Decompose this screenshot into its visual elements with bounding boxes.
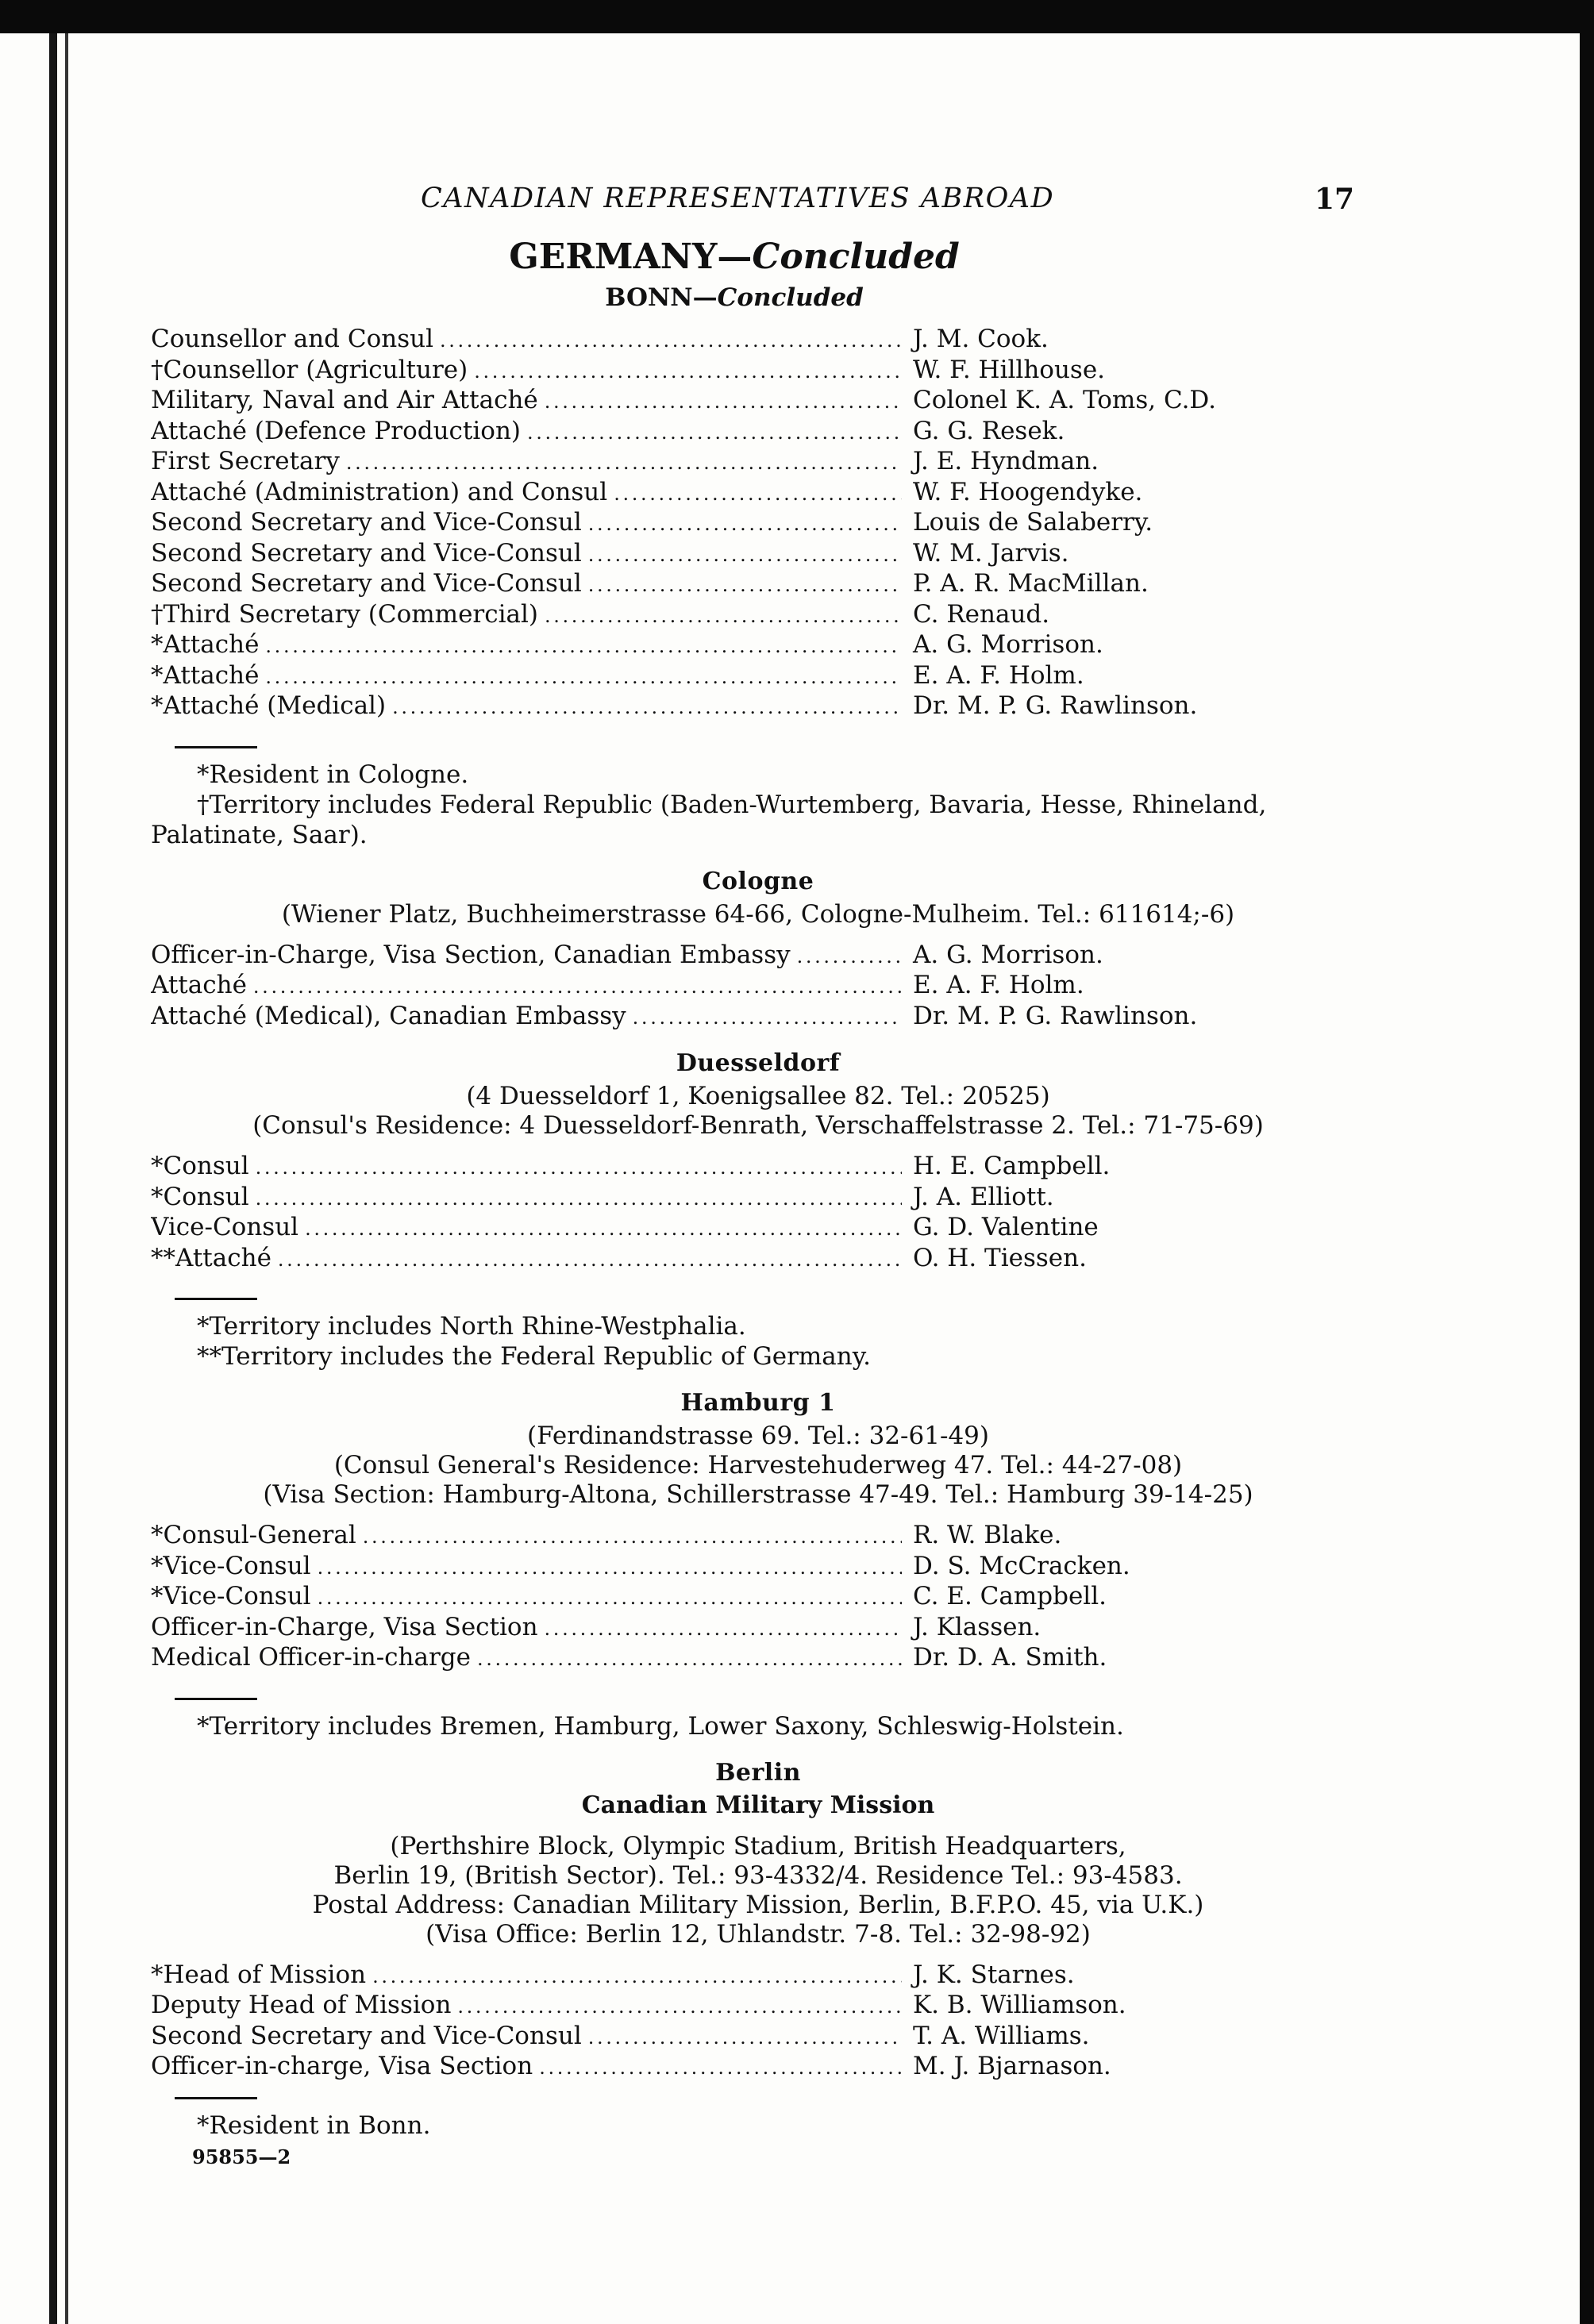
- berlin-staff-list: [151, 1960, 1365, 2083]
- staff-name: M. J. Bjarnason.: [913, 2052, 1111, 2080]
- staff-title-cell: [151, 1152, 913, 1180]
- staff-title: Officer-in-charge, Visa Section: [151, 2052, 533, 2080]
- staff-row: [151, 508, 1365, 539]
- running-head: [151, 183, 1365, 230]
- staff-title: Deputy Head of Mission: [151, 1991, 452, 2019]
- staff-name: J. M. Cook.: [913, 325, 1049, 353]
- hamburg-staff-list: [151, 1521, 1365, 1674]
- dot-leader: [305, 1218, 902, 1240]
- staff-title: Second Secretary and Vice-Consul: [151, 508, 582, 537]
- footnote: *Resident in Bonn.: [197, 2110, 431, 2140]
- dot-leader: [588, 574, 902, 596]
- staff-name: C. E. Campbell.: [913, 1582, 1107, 1610]
- scan-binding-edge-inner: [65, 33, 68, 2324]
- staff-title-cell: [151, 1960, 913, 1989]
- staff-title-cell: [151, 1183, 913, 1211]
- berlin-address-line: Berlin 19, (British Sector). Tel.: 93-4332/4. Residence Tel.: 93-4583.: [333, 1860, 1183, 1890]
- staff-title: Counsellor and Consul: [151, 325, 434, 353]
- footnote: *Territory includes North Rhine-Westphalia.: [197, 1312, 746, 1341]
- bonn-staff-list: [151, 325, 1365, 722]
- staff-title: Vice-Consul: [151, 1213, 299, 1241]
- dot-leader: [278, 1249, 902, 1271]
- staff-title-cell: [151, 691, 913, 720]
- footnote: *Territory includes Bremen, Hamburg, Lower Saxony, Schleswig-Holstein.: [197, 1711, 1124, 1741]
- country-name: GERMANY—: [509, 237, 753, 277]
- staff-name: J. K. Starnes.: [913, 1960, 1075, 1989]
- cologne-address: (Wiener Platz, Buchheimerstrasse 64-66, Cologne-Mulheim. Tel.: 611614;-6): [281, 899, 1235, 929]
- staff-title: Officer-in-Charge, Visa Section, Canadian Embassy: [151, 940, 791, 969]
- dot-leader: [477, 1648, 902, 1670]
- staff-name: W. M. Jarvis.: [913, 538, 1069, 568]
- dot-leader: [318, 1556, 902, 1579]
- staff-row: [151, 1213, 1365, 1244]
- staff-name: A. G. Morrison.: [913, 940, 1103, 969]
- staff-title-cell: [151, 1643, 913, 1672]
- staff-title-cell: [151, 1244, 913, 1272]
- staff-title: Second Secretary and Vice-Consul: [151, 569, 582, 598]
- staff-title-cell: [151, 661, 913, 690]
- staff-title-cell: [151, 478, 913, 506]
- dot-leader: [588, 544, 902, 566]
- staff-row: [151, 941, 1365, 972]
- staff-title: *Consul: [151, 1182, 249, 1211]
- staff-row: [151, 600, 1365, 631]
- staff-row: [151, 1960, 1365, 1991]
- cologne-staff-list: [151, 941, 1365, 1033]
- staff-title-cell: [151, 447, 913, 475]
- staff-title-cell: [151, 569, 913, 598]
- staff-title: *Attaché: [151, 660, 260, 690]
- staff-title: *Vice-Consul: [151, 1582, 311, 1610]
- dot-leader: [545, 391, 902, 413]
- staff-row: [151, 356, 1365, 387]
- staff-row: [151, 2052, 1365, 2083]
- staff-row: [151, 1183, 1365, 1214]
- dot-leader: [545, 605, 902, 627]
- staff-title-cell: [151, 1991, 913, 2019]
- dot-leader: [457, 1995, 902, 2018]
- cologne-heading: Cologne: [702, 867, 814, 895]
- staff-row: [151, 1152, 1365, 1183]
- footnote-rule: [175, 1698, 257, 1700]
- staff-title-cell: [151, 2052, 913, 2080]
- running-title: CANADIAN REPRESENTATIVES ABROAD: [421, 183, 1055, 214]
- staff-title-cell: [151, 941, 913, 969]
- staff-name: H. E. Campbell.: [913, 1152, 1111, 1180]
- staff-name: W. F. Hoogendyke.: [913, 477, 1143, 506]
- printer-code: 95855—2: [192, 2145, 291, 2168]
- staff-name: Dr. M. P. G. Rawlinson.: [913, 1001, 1198, 1030]
- staff-row: [151, 569, 1365, 600]
- footnote: **Territory includes the Federal Republic of Germany.: [197, 1342, 871, 1371]
- hamburg-visa-section: (Visa Section: Hamburg-Altona, Schillerstrasse 47-49. Tel.: Hamburg 39-14-25): [263, 1480, 1253, 1509]
- footnote-rule: [175, 746, 257, 748]
- staff-row: [151, 447, 1365, 478]
- dot-leader: [633, 1006, 902, 1029]
- staff-name: R. W. Blake.: [913, 1521, 1062, 1549]
- berlin-heading: Berlin: [715, 1758, 801, 1787]
- staff-name: A. G. Morrison.: [913, 630, 1103, 659]
- staff-title: *Consul-General: [151, 1521, 356, 1549]
- staff-row: [151, 661, 1365, 692]
- footnote: †Territory includes Federal Republic (Baden-Wurtemberg, Bavaria, Hesse, Rhineland, Palatinate, Saar).: [151, 790, 1267, 849]
- staff-name: Dr. M. P. G. Rawlinson.: [913, 691, 1198, 720]
- dot-leader: [588, 513, 902, 535]
- staff-title: Medical Officer-in-charge: [151, 1643, 471, 1672]
- staff-title: **Attaché: [151, 1243, 271, 1272]
- dot-leader: [392, 696, 902, 718]
- duesseldorf-staff-list: [151, 1152, 1365, 1274]
- staff-title-cell: [151, 971, 913, 999]
- duesseldorf-heading: Duesseldorf: [676, 1049, 841, 1077]
- duesseldorf-address: (4 Duesseldorf 1, Koenigsallee 82. Tel.: 20525): [466, 1082, 1050, 1110]
- staff-name: G. D. Valentine: [913, 1213, 1099, 1241]
- dot-leader: [363, 1526, 902, 1548]
- staff-name: J. Klassen.: [913, 1612, 1041, 1641]
- staff-name: G. G. Resek.: [913, 416, 1065, 445]
- berlin-subheading: Canadian Military Mission: [581, 1791, 935, 1819]
- country-heading: [103, 237, 1365, 277]
- hamburg-address: (Ferdinandstrasse 69. Tel.: 32-61-49): [527, 1422, 989, 1450]
- staff-name: D. S. McCracken.: [913, 1551, 1130, 1580]
- dot-leader: [527, 421, 902, 444]
- dot-leader: [256, 1156, 902, 1179]
- staff-row: [151, 1582, 1365, 1613]
- staff-name: J. A. Elliott.: [913, 1182, 1054, 1211]
- staff-title: Military, Naval and Air Attaché: [151, 386, 538, 414]
- staff-title: Attaché (Administration) and Consul: [151, 477, 608, 506]
- duesseldorf-residence: (Consul's Residence: 4 Duesseldorf-Benrath, Verschaffelstrasse 2. Tel.: 71-75-69): [252, 1111, 1264, 1140]
- scan-binding-edge: [49, 33, 57, 2324]
- staff-row: [151, 1991, 1365, 2022]
- staff-title-cell: [151, 508, 913, 537]
- staff-row: [151, 971, 1365, 1002]
- staff-name: K. B. Williamson.: [913, 1991, 1126, 2019]
- staff-row: [151, 1244, 1365, 1275]
- staff-title-cell: [151, 1521, 913, 1549]
- staff-title-cell: [151, 600, 913, 629]
- dot-leader: [346, 452, 902, 474]
- staff-row: [151, 1613, 1365, 1644]
- staff-name: E. A. F. Holm.: [913, 971, 1084, 999]
- bonn-city: BONN—: [605, 283, 718, 312]
- dot-leader: [797, 945, 902, 968]
- staff-row: [151, 1643, 1365, 1674]
- staff-title: Second Secretary and Vice-Consul: [151, 538, 582, 568]
- dot-leader: [440, 329, 902, 352]
- staff-title: Attaché (Defence Production): [151, 416, 522, 445]
- staff-name: W. F. Hillhouse.: [913, 355, 1106, 384]
- staff-title-cell: [151, 325, 913, 353]
- staff-row: [151, 2022, 1365, 2053]
- staff-name: T. A. Williams.: [913, 2021, 1090, 2050]
- staff-name: C. Renaud.: [913, 599, 1050, 629]
- staff-title-cell: [151, 356, 913, 384]
- staff-title-cell: [151, 1213, 913, 1241]
- staff-row: [151, 539, 1365, 570]
- bonn-concluded: Concluded: [717, 283, 864, 312]
- staff-row: [151, 478, 1365, 509]
- staff-row: [151, 691, 1365, 722]
- dot-leader: [253, 975, 902, 998]
- page-number: 17: [1315, 183, 1355, 216]
- staff-name: Colonel K. A. Toms, C.D.: [913, 386, 1217, 414]
- berlin-address-line: (Perthshire Block, Olympic Stadium, British Headquarters,: [390, 1831, 1126, 1860]
- dot-leader: [372, 1965, 902, 1987]
- staff-title: Attaché (Medical), Canadian Embassy: [151, 1001, 626, 1030]
- staff-title-cell: [151, 386, 913, 414]
- dot-leader: [614, 483, 902, 505]
- footnote: *Resident in Cologne.: [197, 760, 469, 789]
- staff-name: J. E. Hyndman.: [913, 447, 1099, 475]
- staff-name: Dr. D. A. Smith.: [913, 1643, 1107, 1672]
- dot-leader: [588, 2026, 902, 2049]
- staff-title: Officer-in-Charge, Visa Section: [151, 1612, 538, 1641]
- berlin-visa-office: (Visa Office: Berlin 12, Uhlandstr. 7-8. Tel.: 32-98-92): [425, 1919, 1091, 1949]
- staff-row: [151, 417, 1365, 448]
- staff-name: P. A. R. MacMillan.: [913, 569, 1149, 598]
- dot-leader: [545, 1618, 902, 1640]
- staff-row: [151, 386, 1365, 417]
- berlin-postal-address: Postal Address: Canadian Military Mission, Berlin, B.F.P.O. 45, via U.K.): [312, 1890, 1204, 1919]
- dot-leader: [265, 635, 902, 657]
- hamburg-heading: Hamburg 1: [680, 1389, 836, 1417]
- staff-row: [151, 1521, 1365, 1552]
- staff-title-cell: [151, 417, 913, 445]
- staff-name: E. A. F. Holm.: [913, 660, 1084, 690]
- country-concluded: Concluded: [752, 237, 960, 277]
- staff-title: *Vice-Consul: [151, 1551, 311, 1580]
- staff-row: [151, 1002, 1365, 1033]
- scan-right-border: [1580, 0, 1594, 2324]
- staff-name: Louis de Salaberry.: [913, 508, 1153, 537]
- staff-title-cell: [151, 630, 913, 659]
- staff-row: [151, 325, 1365, 356]
- staff-title: First Secretary: [151, 447, 340, 475]
- footnote-rule: [175, 1298, 257, 1300]
- staff-row: [151, 1552, 1365, 1583]
- staff-title-cell: [151, 1002, 913, 1030]
- staff-title: †Counsellor (Agriculture): [151, 355, 468, 384]
- footnote-rule: [175, 2097, 257, 2099]
- staff-title: *Attaché: [151, 630, 260, 659]
- staff-title: *Head of Mission: [151, 1960, 367, 1989]
- dot-leader: [256, 1187, 902, 1210]
- staff-name: O. H. Tiessen.: [913, 1243, 1087, 1272]
- staff-title: Second Secretary and Vice-Consul: [151, 2021, 582, 2050]
- bonn-heading: [103, 283, 1365, 312]
- staff-title-cell: [151, 1552, 913, 1580]
- staff-title: *Consul: [151, 1152, 249, 1180]
- staff-title: †Third Secretary (Commercial): [151, 599, 539, 629]
- document-page: [151, 183, 1365, 2168]
- staff-title-cell: [151, 1613, 913, 1641]
- staff-title-cell: [151, 1582, 913, 1610]
- staff-title: Attaché: [151, 971, 247, 999]
- dot-leader: [265, 666, 902, 688]
- scan-top-border: [0, 0, 1594, 33]
- staff-title-cell: [151, 539, 913, 568]
- hamburg-residence: (Consul General's Residence: Harvestehuderweg 47. Tel.: 44-27-08): [333, 1451, 1183, 1479]
- staff-title-cell: [151, 2022, 913, 2050]
- dot-leader: [318, 1587, 902, 1609]
- dot-leader: [474, 360, 902, 383]
- dot-leader: [539, 2057, 902, 2079]
- staff-row: [151, 630, 1365, 661]
- staff-title: *Attaché (Medical): [151, 691, 387, 720]
